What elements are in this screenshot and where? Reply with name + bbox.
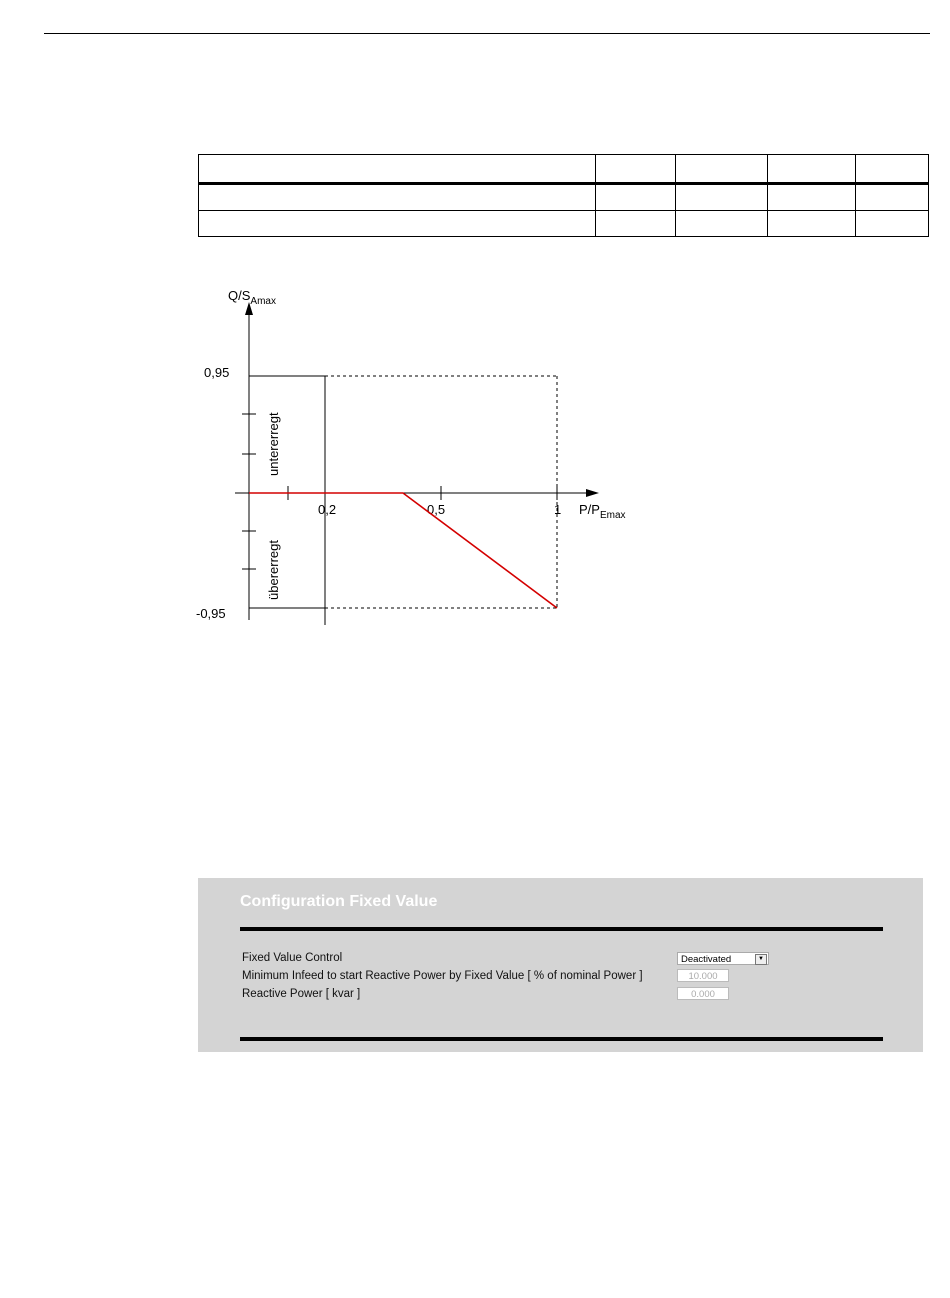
blank-table xyxy=(198,154,929,237)
x-axis-arrow xyxy=(586,489,599,497)
table-cell xyxy=(199,184,596,211)
x-axis-title: $P/P_{Emax}$ xyxy=(579,502,626,521)
x-tick-label-02: 0,2 xyxy=(318,502,337,517)
top-rule xyxy=(44,33,930,34)
y-tick-label-top: 0,95 xyxy=(204,365,230,380)
fixed-value-control-select[interactable] xyxy=(677,952,769,965)
x-tick-label-05: 0,5 xyxy=(427,502,446,517)
min-infeed-field[interactable]: 10.000 xyxy=(677,969,729,982)
table-cell xyxy=(676,184,768,211)
table-cell xyxy=(768,184,856,211)
select-value: Deactivated xyxy=(681,954,732,965)
chevron-down-icon[interactable]: ▼ xyxy=(755,954,767,965)
table-cell xyxy=(768,155,856,184)
region-label-under: untererregt xyxy=(266,412,281,476)
table-row xyxy=(199,184,929,211)
table-row xyxy=(199,211,929,237)
config-panel xyxy=(198,878,923,1052)
table-cell xyxy=(676,211,768,237)
table-cell xyxy=(596,211,676,237)
table-cell xyxy=(199,155,596,184)
table-cell xyxy=(199,211,596,237)
row-label-min-infeed: Minimum Infeed to start Reactive Power by Fixed Value [ % of nominal Power ] xyxy=(242,970,643,982)
table-cell xyxy=(596,184,676,211)
curve-layer xyxy=(249,493,557,608)
x-tick-label-1: 1 xyxy=(554,502,562,517)
table-header-row xyxy=(199,155,929,184)
series-line xyxy=(249,493,557,608)
table-cell xyxy=(768,211,856,237)
table-cell xyxy=(856,155,929,184)
row-label-reactive-power: Reactive Power [ kvar ] xyxy=(242,988,361,1000)
panel-rule-bottom xyxy=(240,1037,883,1041)
table-cell xyxy=(856,211,929,237)
row-label-fixed-value-control: Fixed Value Control xyxy=(242,952,343,964)
panel-rule-top xyxy=(240,927,883,931)
region-label-over: übererregt xyxy=(266,540,281,600)
table-cell xyxy=(676,155,768,184)
reactive-power-field[interactable]: 0.000 xyxy=(677,987,729,1000)
table-cell xyxy=(856,184,929,211)
reactive-power-chart xyxy=(190,280,650,640)
y-tick-label-bottom: -0,95 xyxy=(196,606,226,621)
table-cell xyxy=(596,155,676,184)
y-axis-title: $Q/S_{Amax}$ xyxy=(228,288,276,307)
config-title: Configuration Fixed Value xyxy=(240,893,438,910)
